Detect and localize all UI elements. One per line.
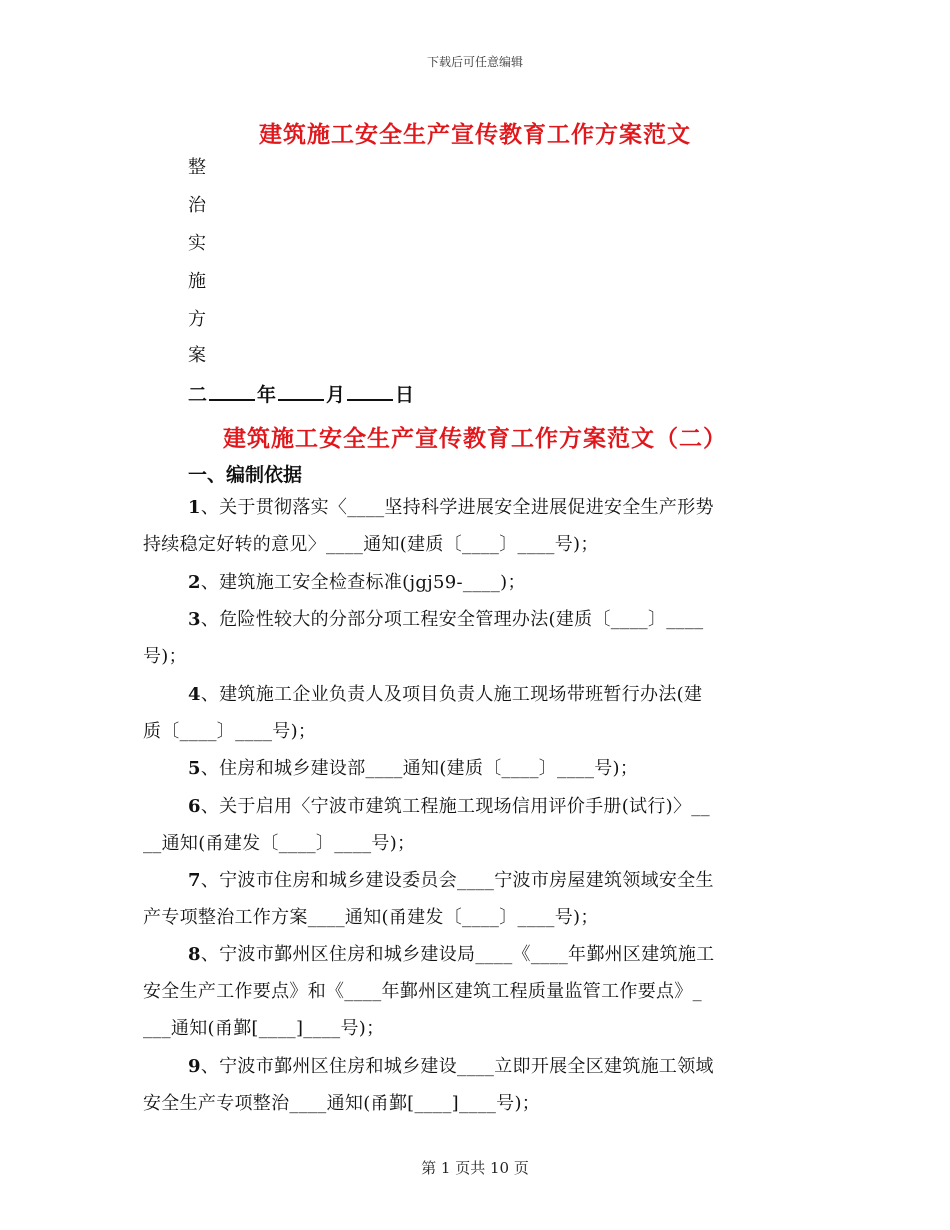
paragraph-line [188,497,714,519]
line-text: 、建筑施工企业负责人及项目负责人施工现场带班暂行办法(建 [200,684,703,705]
header-note: 下载后可任意编辑 [426,55,523,69]
vertical-char: 施 [188,271,206,292]
vertical-char: 整 [188,157,206,178]
paragraph-line [143,534,599,556]
date-blank [278,383,324,401]
date-blank [347,383,393,401]
line-text: 安全生产专项整治____通知(甬鄞[____]____号)； [143,1093,541,1114]
item-number: 4 [188,684,201,705]
line-text: 、关于启用〈宁波市建筑工程施工现场信用评价手册(试行)〉__ [200,796,710,817]
date-blank [209,383,255,401]
item-number: 5 [188,758,201,779]
paragraph-line [188,758,638,780]
line-text: ___通知(甬鄞[____]____号)； [143,1018,385,1039]
date-month: 月 [326,384,346,406]
page-footer: 第 1 页共 10 页 [421,1159,529,1177]
paragraph-line [188,609,703,631]
item-number: 1 [188,497,201,518]
paragraph-line [143,1093,540,1115]
vertical-char: 实 [188,233,206,254]
line-text: 安全生产工作要点》和《____年鄞州区建筑工程质量监管工作要点》_ [143,981,702,1002]
line-text: 、宁波市鄞州区住房和城乡建设____立即开展全区建筑施工领域 [200,1056,714,1077]
line-text: 、宁波市住房和城乡建设委员会____宁波市房屋建筑领域安全生 [200,870,714,891]
item-number: 7 [188,870,201,891]
line-text: 质〔____〕____号)； [143,721,317,742]
line-text: 产专项整治工作方案____通知(甬建发〔____〕____号)； [143,907,599,928]
paragraph-line [188,1056,714,1078]
paragraph-line [143,646,187,668]
date-line [188,380,414,407]
vertical-char: 方 [188,309,206,330]
document-title-2: 建筑施工安全生产宣传教育工作方案范文（二） [223,425,727,452]
paragraph-line [188,944,714,966]
date-year: 年 [257,384,277,406]
item-number: 8 [188,944,201,965]
section-heading: 一、编制依据 [188,464,303,486]
line-text: 、危险性较大的分部分项工程安全管理办法(建质〔____〕____ [200,609,704,630]
paragraph-line [188,684,702,706]
paragraph-line [143,833,415,855]
paragraph-line [143,1018,384,1040]
paragraph-line [143,721,316,743]
date-prefix: 二 [188,384,208,406]
line-text: 、关于贯彻落实〈____坚持科学进展安全进展促进安全生产形势 [200,497,714,518]
vertical-char: 治 [188,195,206,216]
paragraph-line [188,796,710,818]
line-text: 、建筑施工安全检查标准(jgj59-____)； [200,572,526,593]
paragraph-line [188,870,714,892]
line-text: __通知(甬建发〔____〕____号)； [143,833,416,854]
line-text: 持续稳定好转的意见〉____通知(建质〔____〕____号)； [143,534,599,555]
line-text: 号)； [143,646,187,667]
paragraph-line [188,572,526,594]
line-text: 、宁波市鄞州区住房和城乡建设局____《____年鄞州区建筑施工 [200,944,715,965]
line-text: 、住房和城乡建设部____通知(建质〔____〕____号)； [200,758,639,779]
paragraph-line [143,981,702,1003]
date-day: 日 [395,384,415,406]
item-number: 2 [188,572,201,593]
item-number: 9 [188,1056,201,1077]
item-number: 6 [188,796,201,817]
document-title: 建筑施工安全生产宣传教育工作方案范文 [259,121,691,148]
paragraph-line [143,907,599,929]
vertical-char: 案 [188,345,206,366]
item-number: 3 [188,609,201,630]
